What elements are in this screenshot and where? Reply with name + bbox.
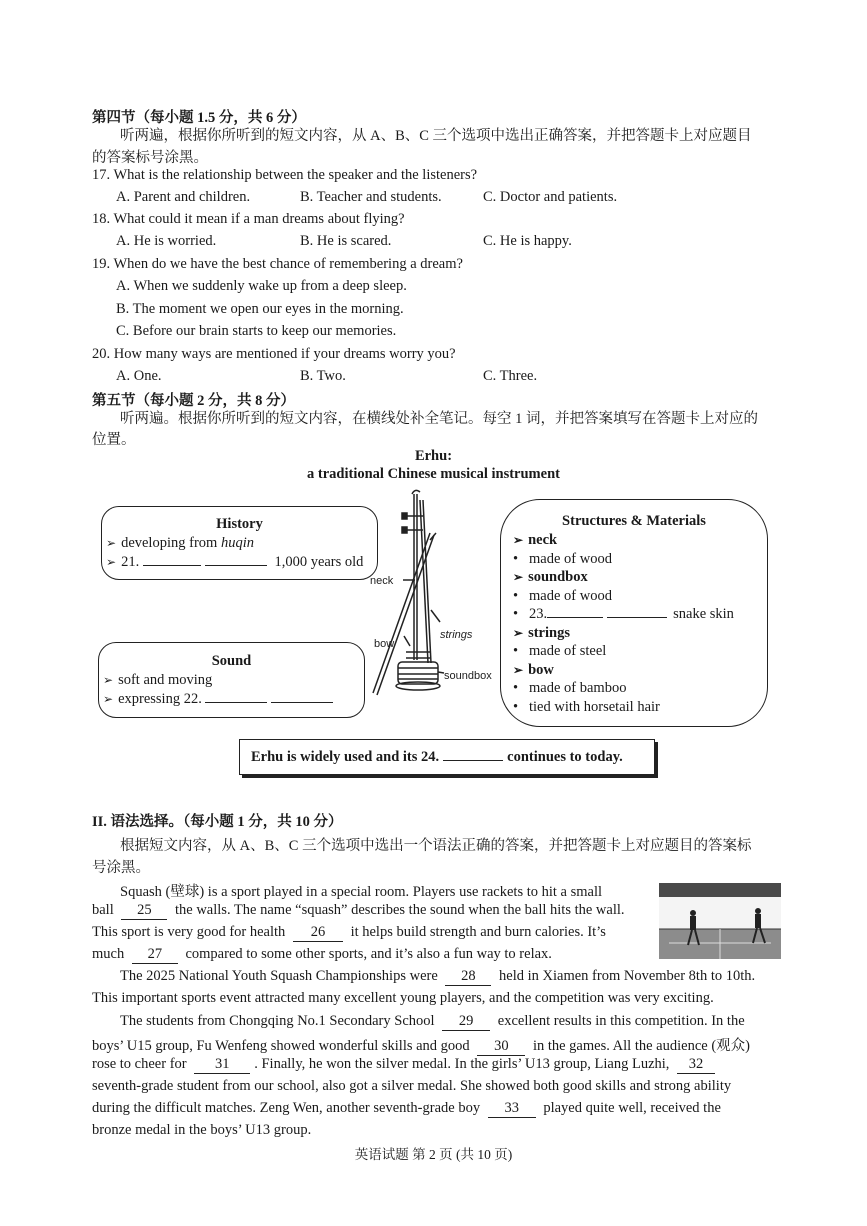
arrow-bullet-icon: ➢ — [106, 536, 117, 550]
erhu-illustration — [368, 488, 503, 703]
q19-option-c: C. Before our brain starts to keep our memories. — [116, 323, 397, 339]
blank-21[interactable] — [143, 565, 201, 566]
sec5-instruction: 听两遍。根据你所听到的短文内容，在横线处补全笔记。每空 1 词，并把答案填写在答题卡上对应的 — [120, 411, 758, 427]
q17-option-a: A. Parent and children. — [116, 189, 251, 205]
para2-line1: The 2025 National Youth Squash Championships were 28 held in Xiamen from November 8th to 10th. — [120, 968, 756, 984]
arrow-bullet-icon: ➢ — [513, 570, 524, 584]
q17-option-b: B. Teacher and students. — [300, 189, 442, 205]
blank-23[interactable] — [547, 617, 603, 618]
q19-option-a: A. When we suddenly wake up from a deep sleep. — [116, 278, 407, 294]
struct-bow: ➢ bow — [513, 662, 554, 678]
blank-33[interactable]: 33 — [488, 1100, 536, 1118]
blank-27[interactable]: 27 — [132, 946, 178, 964]
sec4-instruction-cont: 的答案标号涂黑。 — [92, 150, 208, 166]
para1-line1: Squash (壁球) is a sport played in a special room. Players use rackets to hit a small — [120, 884, 603, 900]
page-footer: 英语试题 第 2 页 (共 10 页) — [354, 1147, 513, 1162]
para2-line2: This important sports event attracted many excellent young players, and the competition was very exciting. — [92, 990, 714, 1006]
struct-soundbox-material: • made of wood — [513, 588, 612, 604]
struct-neck-material: • made of wood — [513, 551, 612, 567]
struct-strings: ➢ strings — [513, 625, 570, 641]
para3-line2: boys’ U15 group, Fu Wenfeng showed wonderful skills and good 30 in the games. All the audience (观众) — [92, 1038, 750, 1054]
label-soundbox: soundbox — [444, 670, 492, 682]
sound-item-2: ➢ expressing 22. — [103, 691, 333, 708]
blank-23b[interactable] — [607, 617, 667, 618]
blank-22b[interactable] — [271, 702, 333, 703]
arrow-bullet-icon: ➢ — [103, 692, 114, 706]
q20-option-b: B. Two. — [300, 368, 346, 384]
q19-option-b: B. The moment we open our eyes in the morning. — [116, 301, 404, 317]
arrow-bullet-icon: ➢ — [513, 663, 524, 677]
history-item-1: ➢ developing from huqin — [106, 535, 254, 551]
para3-line1: The students from Chongqing No.1 Secondary School 29 excellent results in this competition. In the — [120, 1013, 745, 1029]
blank-24[interactable] — [443, 760, 503, 761]
para3-line6: bronze medal in the boys’ U13 group. — [92, 1122, 312, 1138]
part2-instruction: 根据短文内容，从 A、B、C 三个选项中选出一个语法正确的答案，并把答题卡上对应题目的答案标 — [120, 838, 752, 854]
struct-strings-material: • made of steel — [513, 643, 607, 659]
blank-29[interactable]: 29 — [442, 1013, 490, 1031]
q20-option-c: C. Three. — [483, 368, 538, 384]
para1-line2: ball 25 the walls. The name “squash” describes the sound when the ball hits the wall. — [92, 902, 625, 918]
sec5-instruction-cont: 位置。 — [92, 432, 136, 448]
q20: 20. How many ways are mentioned if your dreams worry you? — [92, 346, 456, 362]
blank-21b[interactable] — [205, 565, 267, 566]
summary-box — [239, 739, 655, 775]
blank-31[interactable]: 31 — [194, 1056, 250, 1074]
arrow-bullet-icon: ➢ — [103, 673, 114, 687]
arrow-bullet-icon: ➢ — [513, 533, 524, 547]
notes-title: Erhu: — [414, 448, 453, 464]
blank-30[interactable]: 30 — [477, 1038, 525, 1056]
struct-soundbox: ➢ soundbox — [513, 569, 588, 585]
blank-26[interactable]: 26 — [293, 924, 343, 942]
struct-bow-material: • made of bamboo — [513, 680, 627, 696]
q18: 18. What could it mean if a man dreams about flying? — [92, 211, 405, 227]
arrow-bullet-icon: ➢ — [513, 626, 524, 640]
summary-text: Erhu is widely used and its 24. continues to today. — [251, 749, 623, 765]
sec4-instruction: 听两遍，根据你所听到的短文内容，从 A、B、C 三个选项中选出正确答案，并把答题卡上对应题目 — [120, 128, 752, 144]
history-item-2: ➢ 21. 1,000 years old — [106, 554, 364, 570]
para3-line4: seventh-grade student from our school, also got a silver medal. She showed both good skills and strong ability — [92, 1078, 732, 1094]
part2-instruction-cont: 号涂黑。 — [92, 860, 150, 876]
q20-option-a: A. One. — [116, 368, 162, 384]
q17-option-c: C. Doctor and patients. — [483, 189, 618, 205]
sec4-heading: 第四节（每小题 1.5 分，共 6 分） — [92, 110, 306, 126]
squash-photo — [659, 883, 781, 959]
para3-line5: during the difficult matches. Zeng Wen, another seventh-grade boy 33 played quite well, received the — [92, 1100, 721, 1116]
struct-neck: ➢ neck — [513, 532, 558, 548]
blank-25[interactable]: 25 — [121, 902, 167, 920]
structures-box — [500, 499, 768, 727]
struct-bow-material-2: • tied with horsetail hair — [513, 699, 660, 715]
label-neck: neck — [370, 575, 394, 587]
label-strings: strings — [440, 629, 473, 641]
part2-heading: II. 语法选择。（每小题 1 分，共 10 分） — [92, 814, 343, 830]
q18-option-a: A. He is worried. — [116, 233, 217, 249]
q19: 19. When do we have the best chance of remembering a dream? — [92, 256, 463, 272]
sound-title: Sound — [211, 653, 252, 669]
blank-28[interactable]: 28 — [445, 968, 491, 986]
q18-option-b: B. He is scared. — [300, 233, 392, 249]
para1-line3: This sport is very good for health 26 it helps build strength and burn calories. It’s — [92, 924, 606, 940]
q17: 17. What is the relationship between the speaker and the listeners? — [92, 167, 478, 183]
blank-32[interactable]: 32 — [677, 1056, 715, 1074]
q18-option-c: C. He is happy. — [483, 233, 572, 249]
history-box — [101, 506, 378, 580]
notes-subtitle: a traditional Chinese musical instrument — [307, 466, 560, 482]
blank-22[interactable] — [205, 702, 267, 703]
structures-title: Structures & Materials — [562, 513, 706, 529]
history-title: History — [216, 516, 263, 532]
label-bow: bow — [374, 638, 395, 650]
sound-item-1: ➢ soft and moving — [103, 672, 213, 688]
sound-box — [98, 642, 365, 718]
sec5-heading: 第五节（每小题 2 分，共 8 分） — [92, 393, 295, 409]
para1-line4: much 27 compared to some other sports, and it’s also a fun way to relax. — [92, 946, 552, 962]
para3-line3: rose to cheer for 31 . Finally, he won the silver medal. In the girls’ U13 group, Liang Luzhi, 32 — [92, 1056, 715, 1074]
arrow-bullet-icon: ➢ — [106, 555, 117, 569]
struct-q23: • 23. snake skin — [513, 606, 734, 622]
